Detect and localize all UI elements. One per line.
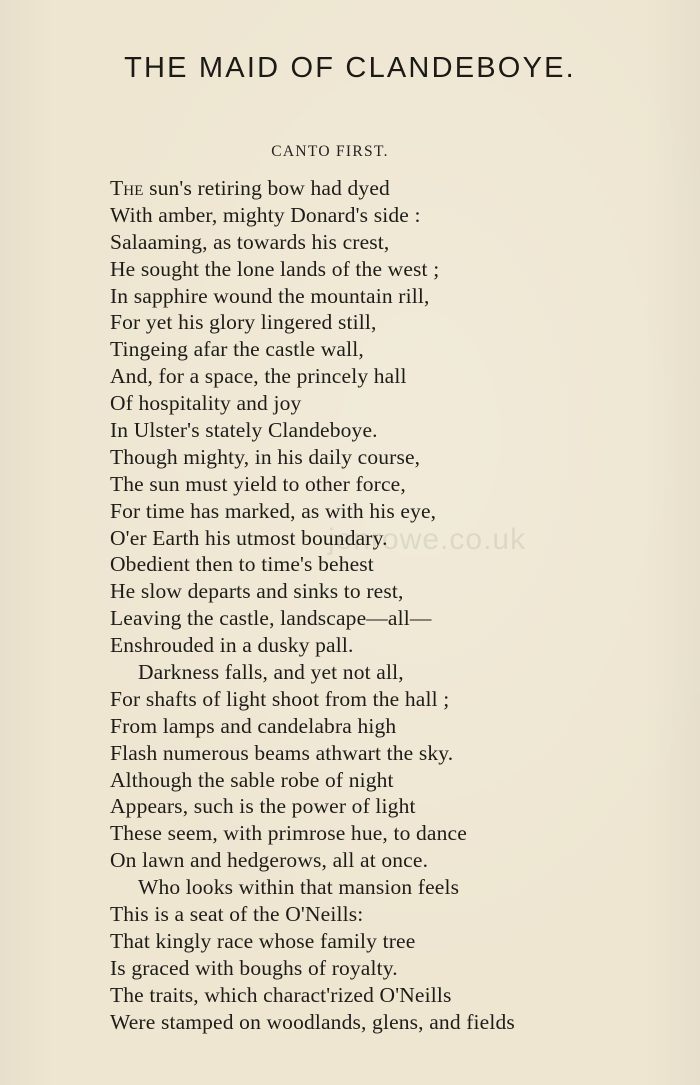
poem-line-text: sun's retiring bow had dyed xyxy=(143,176,390,200)
poem-line xyxy=(110,363,690,390)
poem-line xyxy=(110,659,690,686)
poem-line-text: Who looks within that mansion feels xyxy=(138,875,460,900)
poem-line xyxy=(110,551,690,578)
poem-line xyxy=(110,1009,690,1036)
poem-line xyxy=(110,740,690,767)
poem-line-text: For yet his glory lingered still, xyxy=(110,310,377,335)
poem-line-text: The sun must yield to other force, xyxy=(110,471,406,496)
poem-line-text: O'er Earth his utmost boundary. xyxy=(110,525,388,550)
poem-line xyxy=(110,820,690,847)
poem-line-text: Is graced with boughs of royalty. xyxy=(110,955,398,980)
poem-line xyxy=(110,847,690,874)
poem-line-text: These seem, with primrose hue, to dance xyxy=(110,821,467,846)
poem-line-text: In Ulster's stately Clandeboye. xyxy=(110,418,378,443)
poem-line xyxy=(110,901,690,928)
poem-line-text: Tingeing afar the castle wall, xyxy=(110,337,364,362)
poem-line-text: On lawn and hedgerows, all at once. xyxy=(110,848,429,873)
poem-line-text: Though mighty, in his daily course, xyxy=(110,444,421,469)
poem-line-text: Leaving the castle, landscape—all— xyxy=(110,606,432,631)
poem-line-text: Although the sable robe of night xyxy=(110,767,394,792)
poem-line xyxy=(110,444,690,471)
poem-line xyxy=(110,390,690,417)
poem-line-text: Darkness falls, and yet not all, xyxy=(138,660,404,685)
poem-line-text: Enshrouded in a dusky pall. xyxy=(110,633,354,658)
poem-line-text: Obedient then to time's behest xyxy=(110,552,374,577)
poem-line-text: Flash numerous beams athwart the sky. xyxy=(110,740,454,765)
poem-line-text: With amber, mighty Donard's side : xyxy=(110,202,421,227)
poem-line xyxy=(110,309,690,336)
poem-line-text: He sought the lone lands of the west ; xyxy=(110,256,440,281)
poem-line xyxy=(110,605,690,632)
poem-line-text: Appears, such is the power of light xyxy=(110,794,416,819)
poem-line-text: Of hospitality and joy xyxy=(110,391,302,416)
poem-line xyxy=(110,928,690,955)
poem-line-text: And, for a space, the princely hall xyxy=(110,364,407,389)
poem-line xyxy=(110,632,690,659)
poem-line xyxy=(110,982,690,1009)
poem-line xyxy=(110,955,690,982)
poem-line xyxy=(110,713,690,740)
poem-line xyxy=(110,767,690,794)
poem-line xyxy=(110,283,690,310)
poem-line xyxy=(110,202,690,229)
poem-line xyxy=(110,471,690,498)
poem-line xyxy=(110,525,690,552)
poem-line-text: He slow departs and sinks to rest, xyxy=(110,579,404,604)
poem-line xyxy=(110,336,690,363)
poem-line-text: Salaaming, as towards his crest, xyxy=(110,229,390,254)
poem-title: THE MAID OF CLANDEBOYE. xyxy=(124,52,576,84)
poem-line-text: The traits, which charact'rized O'Neills xyxy=(110,982,452,1007)
poem-line xyxy=(110,229,690,256)
poem-line xyxy=(110,498,690,525)
poem-line-text: That kingly race whose family tree xyxy=(110,928,416,953)
poem-line-text: In sapphire wound the mountain rill, xyxy=(110,283,430,308)
canto-heading: CANTO FIRST. xyxy=(271,143,389,160)
poem-line xyxy=(110,874,690,901)
poem-line xyxy=(110,578,690,605)
poem-line-text: For time has marked, as with his eye, xyxy=(110,498,437,523)
poem-line-text: From lamps and candelabra high xyxy=(110,713,397,738)
poem-line-text: This is a seat of the O'Neills: xyxy=(110,902,364,927)
poem-line xyxy=(110,175,690,202)
poem-line-text: Were stamped on woodlands, glens, and fields xyxy=(110,1009,515,1034)
poem-line xyxy=(110,686,690,713)
poem-stanza xyxy=(110,175,690,1036)
poem-line xyxy=(110,256,690,283)
poem-line-lead: The xyxy=(110,176,144,200)
poem-line xyxy=(110,417,690,444)
poem-line xyxy=(110,793,690,820)
watermark: jenrowe.co.uk xyxy=(328,523,527,556)
poem-line-text: For shafts of light shoot from the hall ; xyxy=(110,686,450,711)
